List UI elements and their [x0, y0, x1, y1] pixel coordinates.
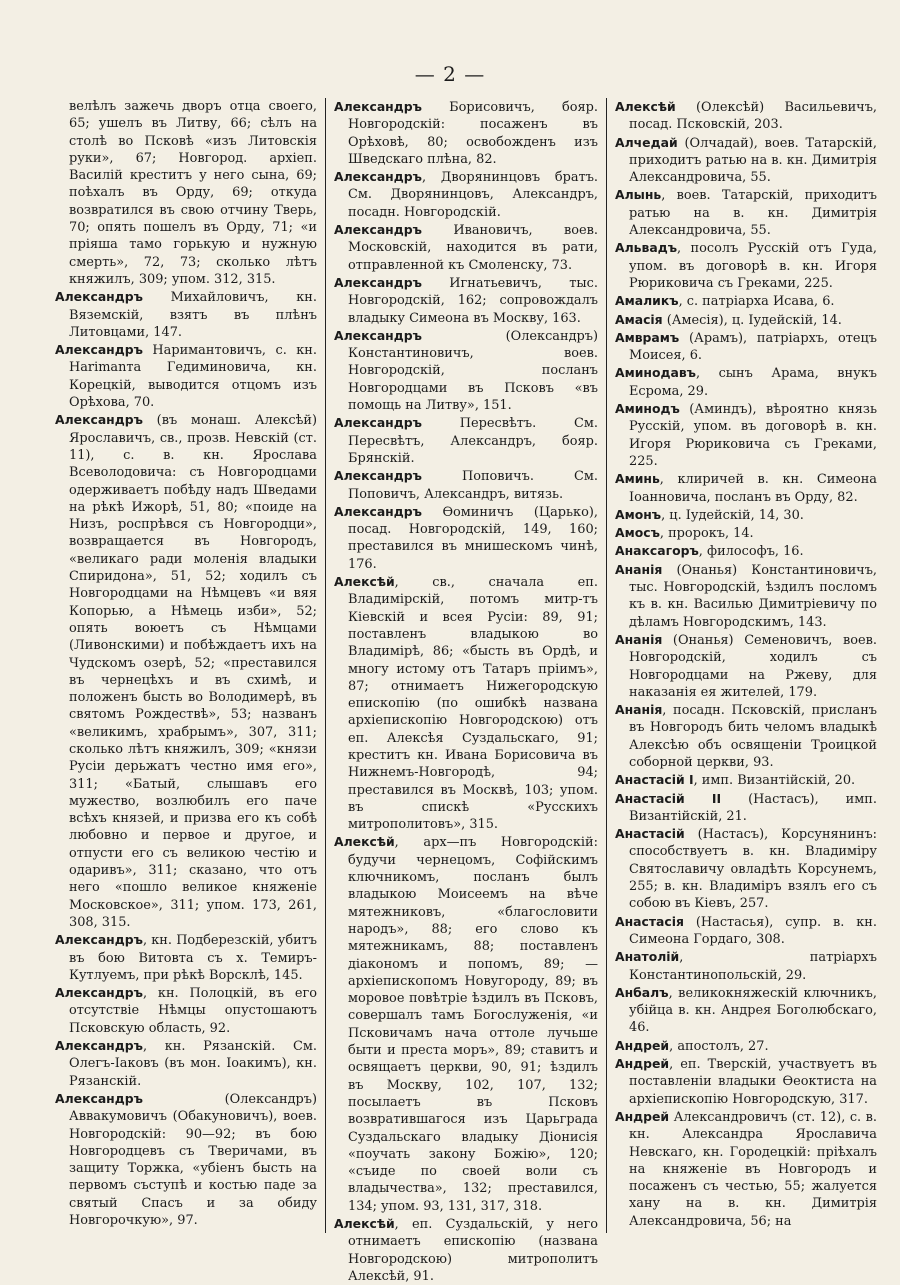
index-entry [334, 467, 598, 503]
entry-text: велѣлъ зажечь дворъ отца своего, 65; ушелъ въ Литву, 66; сѣлъ на столѣ во Псковѣ «изъ Литовскія руки», 67; Новгород. архіеп. Василій креститъ у него сына, 69; поѣхалъ въ Орду, 69; откуда возвратился въ свою отчину Тверь, 70; опять пошелъ въ Орду, 71; «и пріяша тамо горькую и нужную смерть», 72, 73; сколько лѣтъ княжилъ, 309; упом. 312, 315. [69, 99, 317, 287]
entry-headword: Александръ [334, 222, 422, 238]
index-entry [55, 1090, 317, 1229]
index-entry [615, 292, 877, 310]
entry-headword: Ананія [615, 631, 663, 647]
entry-headword: Алексѣй [334, 1216, 395, 1231]
entry-headword: Ананія [615, 561, 663, 577]
index-entry [615, 239, 877, 292]
index-entry [334, 274, 598, 327]
entry-text: , воев. Татарскій, приходитъ ратью на в. кн. Димитрія Александровича, 55. [629, 188, 877, 239]
entry-headword: Алексѣй [615, 99, 676, 114]
entry-headword: Александръ [55, 289, 143, 305]
entry-text: , патріархъ Константинопольскій, 29. [629, 950, 877, 983]
entry-text: Поповичъ. См. Поповичъ, Александръ, витязь. [348, 469, 598, 502]
index-entry [615, 825, 877, 912]
entry-text: , с. патріарха Исава, 6. [678, 294, 835, 310]
entry-text: (Олександръ) Константиновичъ, воев. Новгородскій, посланъ Новгородцами въ Псковъ «въ помощь на Литву», 151. [348, 328, 598, 414]
entry-text: , посолъ Русскій отъ Гуда, упом. въ договорѣ в. кн. Игоря Рюриковича съ Греками, 225. [629, 241, 877, 291]
index-entry [615, 364, 877, 400]
entry-headword: Ананія [615, 702, 663, 718]
index-entry [615, 400, 877, 470]
entry-text: , пророкъ, 14. [659, 526, 754, 542]
entry-text: , еп. Суздальскій, у него отнимаетъ епископію (названа Новгородскою) митрополитъ Алексѣй, 91. [348, 1217, 598, 1284]
index-entry [55, 98, 317, 288]
index-entry [615, 470, 877, 506]
index-entry [55, 341, 317, 411]
entry-headword: Александръ [334, 503, 422, 519]
entry-headword: Анастасій I [615, 772, 694, 788]
entry-text: (Олександръ) Аввакумовичъ (Обакуновичъ), воев. Новгородскій: 90—92; въ бою Новгородцевъ съ Тверичами, въ защиту Торжка, «убіенъ бысть на первомъ съступѣ и костью паде за святый Спасъ и за обиду Новгорочкую», 97. [69, 1091, 317, 1228]
entry-headword: Амосъ [615, 525, 660, 541]
entry-headword: Анатолій [615, 949, 680, 965]
entry-headword: Александръ [334, 468, 422, 484]
index-entry [615, 771, 877, 789]
index-entry [334, 98, 598, 168]
entry-headword: Альвадъ [615, 240, 678, 256]
entry-text: Ивановичъ, воев. Московскій, находится въ рати, отправленной къ Смоленску, 73. [348, 223, 598, 273]
entry-headword: Александръ [334, 327, 422, 343]
index-entry [615, 790, 877, 826]
entry-headword: Амонъ [615, 506, 662, 522]
entry-text: , клиричей в. кн. Симеона Іоанновича, посланъ въ Орду, 82. [629, 472, 877, 505]
entry-text: Ѳоминичъ (Царько), посад. Новгородскій, 149, 160; преставился въ мнишескомъ чинѣ, 176. [348, 504, 598, 572]
entry-headword: Александръ [55, 1038, 143, 1054]
entry-text: Александровичъ (ст. 12), с. в. кн. Александра Ярославича Невскаго, кн. Городецкій: пріѣхалъ на княженіе въ Новгородъ и посаженъ съ честью, 55; жалуется хану на в. кн. Димитрія Александровича, 56; на [629, 1109, 877, 1229]
entry-text: , философъ, 16. [698, 544, 804, 560]
entry-text: Игнатьевичъ, тыс. Новгородскій, 162; сопровождалъ владыку Симеона въ Москву, 163. [348, 275, 598, 326]
index-entry [55, 984, 317, 1037]
index-entry [615, 701, 877, 771]
index-entry [334, 1215, 598, 1285]
entry-headword: Аминь [615, 471, 660, 487]
entry-headword: Александръ [334, 169, 422, 185]
column-1 [55, 98, 325, 1233]
entry-text: (Онанья) Семеновичъ, воев. Новгородскій, ходилъ съ Новгородцами на Ржеву, для наказанія ея жителей, 179. [629, 632, 877, 700]
column-2 [325, 98, 606, 1284]
index-entry [615, 311, 877, 329]
index-entry [615, 506, 877, 524]
index-entry [55, 411, 317, 931]
entry-headword: Алчедай [615, 134, 678, 150]
entry-text: (Арамъ), патріархъ, отецъ Моисея, 6. [629, 330, 877, 364]
index-entry [615, 98, 877, 134]
entry-headword: Александръ [334, 99, 422, 114]
index-entry [55, 1037, 317, 1090]
entry-headword: Алынь [615, 187, 662, 203]
text-columns [55, 98, 877, 1284]
entry-text: , апостолъ, 27. [669, 1038, 769, 1054]
entry-text: Борисовичъ, бояр. Новгородскій: посаженъ въ Орѣховѣ, 80; освобожденъ изъ Шведскаго плѣна, 82. [348, 100, 598, 167]
entry-headword: Амаликъ [615, 293, 679, 309]
entry-text: (Аминдъ), вѣроятно князь Русскій, упом. въ договорѣ в. кн. Игоря Рюриковича съ Греками, 225. [629, 402, 877, 469]
page-number: — 2 — [414, 62, 486, 86]
entry-headword: Александръ [334, 274, 422, 290]
entry-headword: Александръ [55, 1090, 143, 1106]
index-entry [615, 1108, 877, 1230]
index-entry [334, 573, 598, 833]
entry-headword: Амврамъ [615, 329, 680, 345]
entry-headword: Александръ [55, 342, 143, 358]
index-entry [615, 561, 877, 631]
index-entry [615, 948, 877, 984]
entry-text: (Онанья) Константиновичъ, тыс. Новгородскій, ѣздилъ посломъ къ в. кн. Василью Димитріевичу по дѣламъ Новгородскимъ, 143. [629, 562, 877, 630]
index-entry [615, 913, 877, 949]
entry-headword: Алексѣй [334, 574, 395, 590]
index-entry [615, 329, 877, 365]
entry-text: , св., сначала еп. Владимірскій, потомъ митр-тъ Кіевскій и всея Русіи: 89, 91; поставленъ владыкою во Владимірѣ, 86; «бысть въ Ордѣ, и многу истому отъ Татаръ пріимъ», 87; отнимаетъ Нижегородскую епископію (по ошибкѣ названа архіепископію Новгородскою) отъ еп. Алексѣя Суздальскаго, 91; креститъ кн. Ивана Борисовича въ Нижнемъ-Новгородѣ, 94; преставился въ Москвѣ, 103; упом. въ спискѣ «Русскихъ митрополитовъ», 315. [348, 575, 598, 833]
entry-text: , имп. Византійскій, 20. [693, 773, 856, 789]
entry-headword: Андрей [615, 1056, 670, 1072]
entry-text: , великокняжескій ключникъ, убійца в. кн. Андрея Боголюбскаго, 46. [629, 985, 877, 1036]
entry-headword: Анаксагоръ [615, 543, 699, 559]
entry-headword: Аминодъ [615, 401, 680, 417]
entry-text: Наримантовичъ, с. кн. Наrimanта Гедиминовича, кн. Корецкій, выводится отцомъ изъ Орѣхова, 70. [69, 343, 317, 411]
entry-headword: Анастасій [615, 826, 685, 842]
index-entry [334, 168, 598, 221]
entry-headword: Александръ [334, 415, 422, 431]
index-entry [615, 134, 877, 187]
entry-text: , кн. Рязанскій. См. Олегъ-Іаковъ (въ мон. Іоакимъ), кн. Рязанскій. [69, 1039, 317, 1089]
entry-text: , еп. Тверскій, участвуетъ въ поставленіи владыки Ѳеоктиста на архіепископію Новгородскую, 317. [629, 1057, 877, 1107]
index-entry [615, 631, 877, 701]
entry-text: (въ монаш. Алексѣй) Ярославичъ, св., прозв. Невскій (ст. 11), с. в. кн. Ярослава Всеволодовича: съ Новгородцами одерживаетъ побѣду надъ Шведами на рѣкѣ Ижорѣ, 51, 80; «поиде на Низъ, роспрѣвся съ Новгородци», возвращается въ Новгородъ, «великаго ради моленія владыки Спиридона», 51, 52; ходилъ съ Новгородцами на Нѣмцевъ «и вяя Копорью, а Нѣмець изби», 52; опять воюетъ съ Нѣмцами (Ливонскими) и побѣждаетъ ихъ на Чудскомъ озерѣ, 52; «преставился въ чернецѣхъ и въ схимѣ, и положенъ бысть во Володимерѣ, въ святомъ Рождествѣ», 53; названъ «великимъ, храбрымъ», 307, 311; сколько лѣтъ княжилъ, 309; «князи Русіи дерьжатъ честно имя его», 311; «Батый, слышавъ его мужество, возлюбилъ его паче всѣхъ князей, и призва его къ собѣ любовно и первое и другое, и отпусти его съ великою честію и одаривъ», 311; сказано, что отъ него «пошло великое княженіе Московское», 311; упом. 173, 261, 308, 315. [69, 413, 317, 930]
index-entry [55, 931, 317, 984]
entry-headword: Амасія [615, 311, 663, 327]
index-entry [334, 833, 598, 1215]
index-entry [334, 503, 598, 573]
index-entry [615, 984, 877, 1037]
entry-text: , посадн. Псковскій, присланъ въ Новгородъ бить челомъ владыкѣ Алексѣю объ освященіи Троицкой соборной церкви, 93. [629, 703, 877, 770]
entry-text: , ц. Іудейскій, 14, 30. [661, 507, 804, 523]
index-entry [334, 414, 598, 467]
index-entry [615, 1055, 877, 1108]
entry-text: (Настасья), супр. в. кн. Симеона Гордаго, 308. [629, 914, 877, 947]
entry-text: , сынъ Арама, внукъ Есрома, 29. [629, 366, 877, 399]
index-entry [334, 327, 598, 414]
entry-text: (Настасъ), Корсунянинъ: способствуетъ в. кн. Владиміру Святославичу овладѣть Корсунемъ, 255; в. кн. Владиміръ взялъ его съ собою въ Кіевъ, 257. [629, 827, 877, 912]
entry-text: , кн. Полоцкій, въ его отсутствіе Нѣмцы опустошаютъ Псковскую область, 92. [69, 986, 317, 1036]
entry-text: Пересвѣтъ. См. Пересвѣтъ, Александръ, бояр. Брянскій. [348, 416, 598, 466]
entry-headword: Анастасія [615, 913, 684, 929]
index-entry [615, 542, 877, 560]
entry-headword: Александръ [55, 932, 143, 948]
column-3 [606, 98, 877, 1233]
index-entry [615, 1037, 877, 1055]
entry-text: (Олчадай), воев. Татарскій, приходитъ ратью на в. кн. Димитрія Александровича, 55. [629, 135, 877, 186]
index-entry [334, 221, 598, 274]
index-entry [55, 288, 317, 341]
entry-text: , кн. Подберезскій, убитъ въ бою Витовта съ х. Темиръ-Кутлуемъ, при рѣкѣ Ворсклѣ, 145. [69, 933, 317, 983]
entry-text: Михайловичъ, кн. Вяземскій, взятъ въ плѣнъ Литовцами, 147. [69, 290, 317, 340]
entry-text: , арх—пъ Новгородскій: будучи чернецомъ, Софійскимъ ключникомъ, посланъ былъ владыкою Моисеемъ на вѣче мятежниковъ, «благословити народъ», 88; его слово къ мятежникамъ, 88; поставленъ діакономъ и попомъ, 89; — архіепископомъ Новугороду, 89; въ моровое повѣтріе ѣздилъ въ Псковъ, совершалъ тамъ Богослуженія, «и Псковичамъ нача оттоле лучьше быти и преста моръ», 89; ставитъ и освящаетъ церкви, 90, 91; ѣздилъ въ Москву, 102, 107, 132; посылаетъ въ Псковъ возвратившагося изъ Царьграда Суздальскаго владыку Діонисія «поучать закону Божію», 120; «съиде по своей воли съ владычества», 132; преставился, 134; упом. 93, 131, 317, 318. [348, 835, 598, 1214]
entry-headword: Александръ [55, 412, 143, 428]
entry-headword: Анбалъ [615, 984, 669, 1000]
entry-text: (Настасъ), имп. Византійскій, 21. [629, 791, 877, 824]
entry-text: (Амесія), ц. Іудейскій, 14. [662, 312, 842, 328]
entry-headword: Андрей [615, 1108, 670, 1124]
index-entry [615, 186, 877, 239]
entry-text: , Дворянинцовъ братъ. См. Дворянинцовъ, Александръ, посадн. Новгородскій. [348, 170, 598, 220]
entry-headword: Анастасій II [615, 790, 722, 806]
entry-headword: Александръ [55, 985, 143, 1001]
entry-text: (Олексѣй) Васильевичъ, посад. Псковскій, 203. [629, 100, 877, 133]
entry-headword: Алексѣй [334, 834, 395, 850]
entry-headword: Андрей [615, 1037, 670, 1053]
index-entry [615, 524, 877, 542]
entry-headword: Аминодавъ [615, 365, 696, 381]
